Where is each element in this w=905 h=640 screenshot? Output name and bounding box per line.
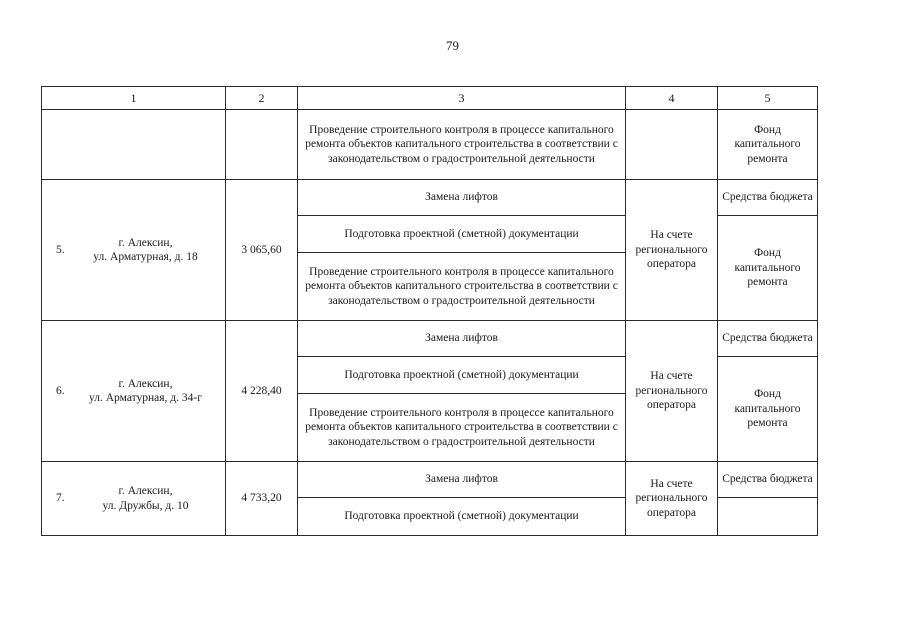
work-cell: Проведение строительного контроля в процессе капитального ремонта объектов капитального строительства в соответствии с законодательством о градостроительной деятельности: [298, 394, 626, 462]
object-address: г. Алексин, ул. Арматурная, д. 34-г: [89, 377, 202, 404]
empty-cell: [226, 110, 298, 180]
object-address: г. Алексин, ул. Арматурная, д. 18: [93, 236, 198, 263]
empty-cell: [42, 110, 226, 180]
work-cell: Подготовка проектной (сметной) документации: [298, 216, 626, 253]
object-cell: [42, 321, 226, 462]
account-cell: На счете регионального оператора: [626, 180, 718, 321]
account-cell: На счете регионального оператора: [626, 321, 718, 462]
table-row: [42, 110, 818, 180]
header-col-3: 3: [298, 87, 626, 110]
table-row: [42, 462, 818, 498]
account-cell: На счете регионального оператора: [626, 462, 718, 536]
table-row: [42, 321, 818, 357]
header-col-2: 2: [226, 87, 298, 110]
source-cell: Средства бюджета: [718, 180, 818, 216]
area-cell: 3 065,60: [226, 180, 298, 321]
object-number: 7.: [56, 492, 65, 505]
header-col-1: 1: [42, 87, 226, 110]
header-col-4: 4: [626, 87, 718, 110]
work-cell: Проведение строительного контроля в процессе капитального ремонта объектов капитального строительства в соответствии с законодательством о градостроительной деятельности: [298, 253, 626, 321]
page-number: 79: [446, 38, 459, 53]
source-cell: Фонд капитального ремонта: [718, 110, 818, 180]
object-cell: [42, 462, 226, 536]
work-cell: Замена лифтов: [298, 321, 626, 357]
source-cell: Фонд капитального ремонта: [718, 357, 818, 462]
header-col-5: 5: [718, 87, 818, 110]
source-cell: Средства бюджета: [718, 321, 818, 357]
object-address: г. Алексин, ул. Дружбы, д. 10: [102, 485, 189, 512]
object-number: 6.: [56, 384, 65, 397]
object-cell: [42, 180, 226, 321]
source-cell: [718, 498, 818, 536]
work-cell: Подготовка проектной (сметной) документации: [298, 357, 626, 394]
object-number: 5.: [56, 243, 65, 256]
table-row: [42, 180, 818, 216]
capital-repair-table: [41, 86, 818, 536]
source-cell: Средства бюджета: [718, 462, 818, 498]
work-cell: Подготовка проектной (сметной) документации: [298, 498, 626, 536]
area-cell: 4 228,40: [226, 321, 298, 462]
empty-cell: [626, 110, 718, 180]
work-cell: Замена лифтов: [298, 180, 626, 216]
area-cell: 4 733,20: [226, 462, 298, 536]
source-cell: Фонд капитального ремонта: [718, 216, 818, 321]
work-cell: Замена лифтов: [298, 462, 626, 498]
work-cell: Проведение строительного контроля в процессе капитального ремонта объектов капитального строительства в соответствии с законодательством о градостроительной деятельности: [298, 110, 626, 180]
header-row: [42, 87, 818, 110]
